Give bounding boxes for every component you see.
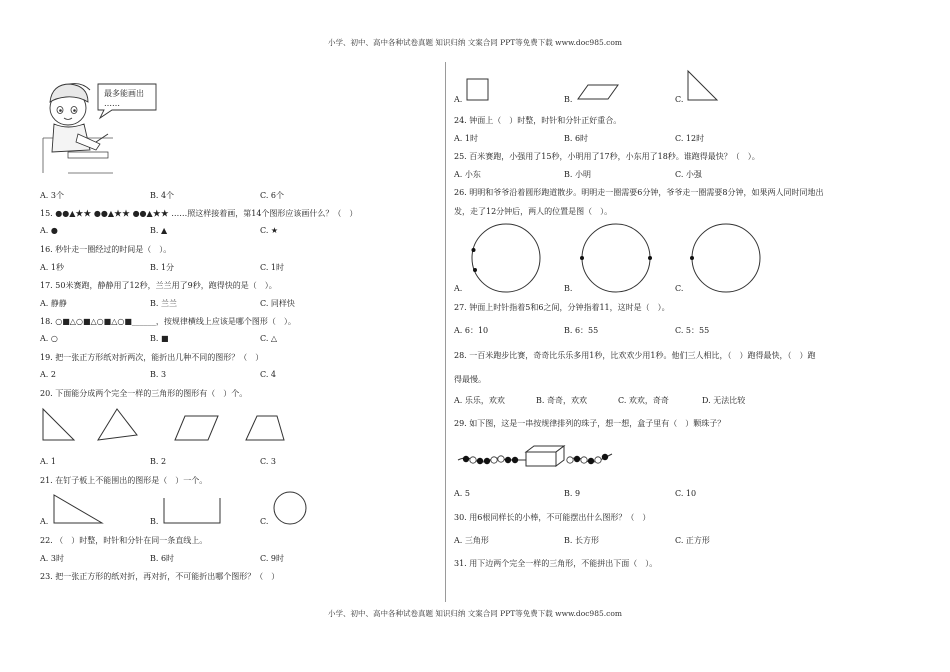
- question-21: 21. 在钉子板上不能围出的图形是（ ）一个。: [40, 476, 208, 485]
- q21-option-a[interactable]: A.: [40, 517, 49, 526]
- q20-option-c[interactable]: C. 3: [260, 457, 277, 466]
- q30-option-c[interactable]: C. 正方形: [675, 536, 710, 545]
- question-26-line2: 发，走了12分钟后，两人的位置是图（ ）。: [454, 207, 613, 216]
- question-18: 18. ○■△○■△○■△○■______，按规律横线上应该是哪个图形（ ）。: [40, 317, 296, 326]
- column-divider: [445, 62, 446, 602]
- question-20: 20. 下面能分成两个完全一样的三角形的图形有（ ）个。: [40, 389, 248, 398]
- q24-option-b[interactable]: B. 6时: [564, 134, 589, 143]
- q17-option-a[interactable]: A. 静静: [40, 299, 67, 308]
- q16-option-c[interactable]: C. 1时: [260, 263, 285, 272]
- q24-option-a[interactable]: A. 1时: [454, 134, 478, 143]
- question-24: 24. 钟面上（ ）时整，时针和分针正好重合。: [454, 116, 622, 125]
- question-27: 27. 钟面上时针指着5和6之间，分钟指着11，这时是（ ）。: [454, 303, 670, 312]
- q26-option-b[interactable]: B.: [564, 284, 573, 293]
- question-17: 17. 50米赛跑，静静用了12秒，兰兰用了9秒，跑得快的是（ ）。: [40, 281, 277, 290]
- q21-triangle-figure: [52, 493, 104, 525]
- q21-circle-figure: [272, 490, 308, 526]
- bubble-text-line1: 最多能画出: [104, 89, 144, 98]
- q27-option-a[interactable]: A. 6：10: [454, 326, 489, 335]
- q26-option-c[interactable]: C.: [675, 284, 684, 293]
- q21-option-c[interactable]: C.: [260, 517, 269, 526]
- q27-option-c[interactable]: C. 5：55: [675, 326, 710, 335]
- q25-option-c[interactable]: C. 小强: [675, 170, 702, 179]
- bubble-text-line2: ……: [104, 99, 120, 108]
- question-16: 16. 秒针走一圈经过的时间是（ ）。: [40, 245, 172, 254]
- q21-open-rectangle-figure: [162, 497, 222, 525]
- q29-option-a[interactable]: A. 5: [454, 489, 470, 498]
- q23-triangle-figure: [686, 70, 720, 102]
- q23-option-a[interactable]: A.: [454, 95, 463, 104]
- q20-trapezoid: [246, 416, 284, 440]
- q30-option-b[interactable]: B. 长方形: [564, 536, 599, 545]
- q17-option-c[interactable]: C. 同样快: [260, 299, 295, 308]
- q17-option-b[interactable]: B. 兰兰: [150, 299, 177, 308]
- q15-option-b[interactable]: B. ▲: [150, 226, 168, 235]
- q27-option-b[interactable]: B. 6：55: [564, 326, 599, 335]
- q20-acute-triangle: [98, 409, 137, 440]
- page-footer: 小学、初中、高中各种试卷真题 知识归纳 文案合同 PPT等免费下载 www.doc985.com: [328, 609, 622, 618]
- q30-option-a[interactable]: A. 三角形: [454, 536, 489, 545]
- question-31: 31. 用下边两个完全一样的三角形，不能拼出下面（ ）。: [454, 559, 658, 568]
- q19-option-c[interactable]: C. 4: [260, 370, 277, 379]
- q16-option-b[interactable]: B. 1分: [150, 263, 175, 272]
- q23-square-figure: [466, 78, 490, 102]
- q29-bead-string-figure: [456, 440, 616, 474]
- page-header: 小学、初中、高中各种试卷真题 知识归纳 文案合同 PPT等免费下载 www.doc985.com: [328, 38, 622, 47]
- q19-option-a[interactable]: A. 2: [40, 370, 56, 379]
- q21-option-b[interactable]: B.: [150, 517, 159, 526]
- q14-option-c[interactable]: C. 6个: [260, 191, 285, 200]
- q26-track-a: [470, 222, 542, 294]
- question-22: 22. （ ）时整，时针和分针在同一条直线上。: [40, 536, 208, 545]
- q20-shapes-figure: [40, 406, 290, 446]
- q28-option-d[interactable]: D. 无法比较: [702, 396, 746, 405]
- q22-option-c[interactable]: C. 9时: [260, 554, 285, 563]
- question-29: 29. 如下图，这是一串按规律排列的珠子，想一想，盒子里有（ ）颗珠子？: [454, 419, 726, 428]
- q15-option-c[interactable]: C. ★: [260, 226, 279, 235]
- question-28-line1: 28. 一百米跑步比赛，奇奇比乐乐多用1秒，比欢欢少用1秒。他们三人相比，（ ）跑得最快，（ ）跑: [454, 351, 816, 360]
- q22-option-a[interactable]: A. 3时: [40, 554, 64, 563]
- q14-option-a[interactable]: A. 3个: [40, 191, 64, 200]
- question-30: 30. 用6根同样长的小棒，不可能摆出什么图形？（ ）: [454, 513, 651, 522]
- q28-option-a[interactable]: A. 乐乐，欢欢: [454, 396, 505, 405]
- q28-option-c[interactable]: C. 欢欢，奇奇: [618, 396, 669, 405]
- q29-option-c[interactable]: C. 10: [675, 489, 697, 498]
- q16-option-a[interactable]: A. 1秒: [40, 263, 64, 272]
- question-25: 25. 百米赛跑，小强用了15秒，小明用了17秒，小东用了18秒。谁跑得最快？（ ）。: [454, 152, 760, 161]
- q23-option-c[interactable]: C.: [675, 95, 684, 104]
- q18-option-c[interactable]: C. △: [260, 334, 278, 343]
- q20-right-triangle: [43, 409, 74, 440]
- question-23: 23. 把一张正方形的纸对折，再对折，不可能折出哪个图形？（ ）: [40, 572, 280, 581]
- q23-parallelogram-figure: [576, 84, 620, 100]
- q25-option-a[interactable]: A. 小东: [454, 170, 481, 179]
- q26-option-a[interactable]: A.: [454, 284, 463, 293]
- q20-option-b[interactable]: B. 2: [150, 457, 167, 466]
- q22-option-b[interactable]: B. 6时: [150, 554, 175, 563]
- q26-track-c: [690, 222, 762, 294]
- q26-track-b: [580, 222, 652, 294]
- q25-option-b[interactable]: B. 小明: [564, 170, 591, 179]
- question-19: 19. 把一张正方形纸对折两次，能折出几种不同的图形？（ ）: [40, 353, 264, 362]
- q29-option-b[interactable]: B. 9: [564, 489, 581, 498]
- q18-option-b[interactable]: B. ■: [150, 334, 169, 343]
- q18-option-a[interactable]: A. ○: [40, 334, 58, 343]
- q20-option-a[interactable]: A. 1: [40, 457, 56, 466]
- q28-option-b[interactable]: B. 奇奇，欢欢: [536, 396, 587, 405]
- question-26-line1: 26. 明明和爷爷沿着圆形跑道散步。明明走一圈需要6分钟，爷爷走一圈需要8分钟，如果两人同时同地出: [454, 188, 824, 197]
- q14-option-b[interactable]: B. 4个: [150, 191, 175, 200]
- q20-parallelogram: [175, 416, 218, 440]
- question-15: 15. ●●▲★★ ●●▲★★ ●●▲★★ ……照这样接着画，第14个图形应该画什么？（ ）: [40, 209, 358, 218]
- question-28-line2: 得最慢。: [454, 375, 486, 384]
- q19-option-b[interactable]: B. 3: [150, 370, 167, 379]
- q24-option-c[interactable]: C. 12时: [675, 134, 705, 143]
- q15-option-a[interactable]: A. ●: [40, 226, 58, 235]
- q23-option-b[interactable]: B.: [564, 95, 573, 104]
